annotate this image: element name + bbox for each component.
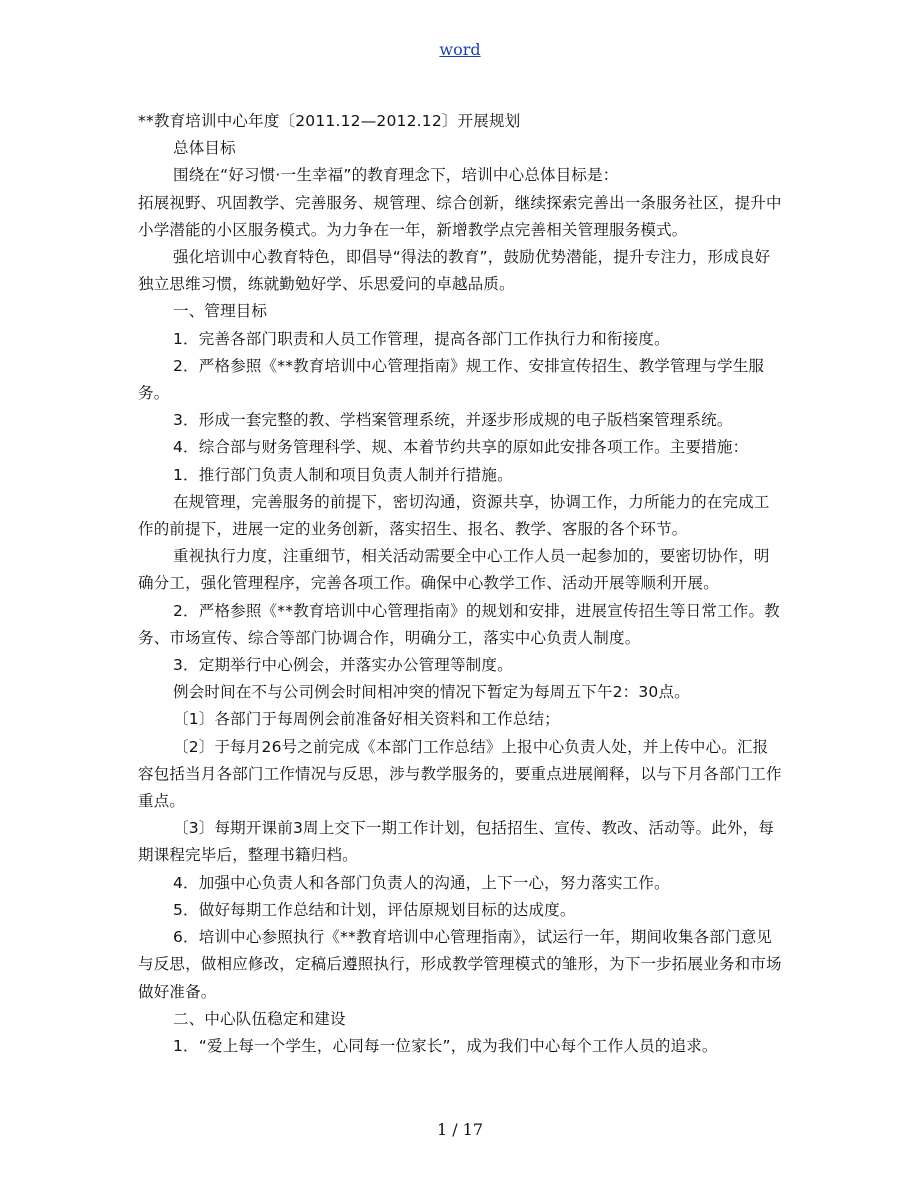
paragraph: 3．定期举行中心例会，并落实办公管理等制度。	[173, 656, 513, 675]
paragraph: 1．完善各部门职责和人员工作管理，提高各部门工作执行力和衔接度。	[173, 329, 670, 348]
paragraph: 强化培训中心教育特色，即倡导“得法的教育”，鼓励优势潜能，提升专注力，形成良好独立思维习惯，练就勤勉好学、乐思爱问的卓越品质。	[138, 248, 771, 294]
header-word-link[interactable]: word	[439, 40, 481, 59]
page-number: 1 / 17	[436, 1120, 484, 1139]
paragraph: 〔1〕各部门于每周例会前准备好相关资料和工作总结；	[173, 710, 560, 729]
paragraph: 重视执行力度，注重细节，相关活动需要全中心工作人员一起参加的，要密切协作，明确分工，强化管理程序，完善各项工作。确保中心教学工作、活动开展等顺利开展。	[138, 547, 770, 593]
paragraph: 1．推行部门负责人制和项目负责人制并行措施。	[173, 465, 513, 484]
paragraph: 2．严格参照《**教育培训中心管理指南》规工作、安排宣传招生、教学管理与学生服务。	[138, 356, 765, 403]
paragraph: 4．加强中心负责人和各部门负责人的沟通，上下一心，努力落实工作。	[173, 873, 670, 892]
document-body	[138, 108, 782, 1060]
document-title: **教育培训中心年度〔2011.12—2012.12〕开展规划	[138, 112, 521, 130]
paragraph: 例会时间在不与公司例会时间相冲突的情况下暂定为每周五下午2：30点。	[173, 683, 690, 702]
paragraph: 〔3〕每期开课前3周上交下一期工作计划，包括招生、宣传、教改、活动等。此外，每期课程完毕后，整理书籍归档。	[138, 819, 775, 865]
paragraph: 总体目标	[173, 139, 236, 158]
section-heading: 一、管理目标	[173, 302, 268, 321]
paragraph: 2．严格参照《**教育培训中心管理指南》的规划和安排，进展宣传招生等日常工作。教务、市场宣传、综合等部门协调合作，明确分工，落实中心负责人制度。	[138, 601, 780, 647]
paragraph: 拓展视野、巩固教学、完善服务、规管理、综合创新，继续探索完善出一条服务社区，提升中小学潜能的小区服务模式。为力争在一年，新增教学点完善相关管理服务模式。	[138, 193, 782, 239]
paragraph: 〔2〕于每月26号之前完成《本部门工作总结》上报中心负责人处，并上传中心。汇报容包括当月各部门工作情况与反思，涉与教学服务的，要重点进展阐释，以与下月各部门工作重点。	[138, 737, 782, 811]
paragraph: 5．做好每期工作总结和计划，评估原规划目标的达成度。	[173, 900, 576, 919]
paragraph: 1．“爱上每一个学生，心同每一位家长”，成为我们中心每个工作人员的追求。	[173, 1036, 718, 1055]
section-heading: 二、中心队伍稳定和建设	[173, 1009, 346, 1028]
paragraph: 3．形成一套完整的教、学档案管理系统，并逐步形成规的电子版档案管理系统。	[173, 411, 733, 430]
paragraph: 6．培训中心参照执行《**教育培训中心管理指南》，试运行一年，期间收集各部门意见与反思，做相应修改，定稿后遵照执行，形成教学管理模式的雏形，为下一步拓展业务和市场做好准备。	[138, 928, 782, 1001]
paragraph: 围绕在“好习惯·一生幸福”的教育理念下，培训中心总体目标是：	[173, 166, 619, 185]
paragraph: 4．综合部与财务管理科学、规、本着节约共享的原如此安排各项工作。主要措施：	[173, 438, 749, 457]
paragraph: 在规管理，完善服务的前提下，密切沟通，资源共享，协调工作，力所能力的在完成工作的前提下，进展一定的业务创新，落实招生、报名、教学、客服的各个环节。	[138, 492, 770, 539]
